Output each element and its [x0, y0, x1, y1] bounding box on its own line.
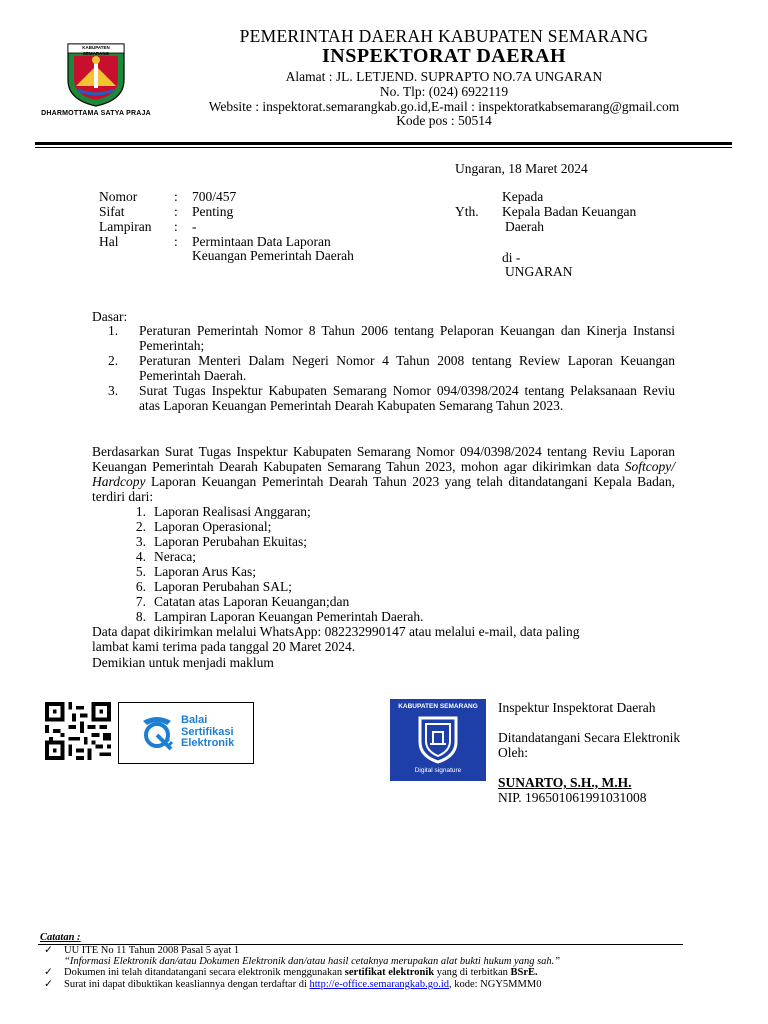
checkmark-icon: ✓: [44, 945, 53, 956]
list-number: 5.: [135, 564, 146, 579]
signer-title: Inspektur Inspektorat Daerah: [498, 700, 656, 715]
footer-catatan: Catatan :: [40, 932, 81, 943]
list-item: [128, 594, 424, 609]
footer-verify-code: , kode: NGY5MMM0: [448, 979, 542, 990]
government-name: PEMERINTAH DAERAH KABUPATEN SEMARANG: [239, 26, 649, 46]
list-number: 2.: [135, 519, 146, 534]
meta-label-nomor: Nomor: [99, 189, 138, 204]
list-item: [128, 519, 424, 534]
place-date: Ungaran, 18 Maret 2024: [455, 161, 588, 176]
meta-value-lampiran: -: [192, 219, 197, 234]
bsre-line1: Balai: [181, 714, 208, 726]
list-number: 6.: [135, 579, 146, 594]
checkmark-icon: ✓: [44, 979, 53, 990]
bsre-logo: [118, 702, 254, 764]
regency-logo: [40, 40, 152, 124]
list-item: [128, 564, 424, 579]
recipient-di: di -: [502, 250, 521, 265]
logo-motto: DHARMOTTAMA SATYA PRAJA: [41, 110, 151, 117]
meta-value-hal: Permintaan Data Laporan: [192, 234, 331, 249]
footer-law-text: UU ITE No 11 Tahun 2008 Pasal 5 ayat 1: [64, 945, 240, 956]
list-item-text: Catatan atas Laporan Keuangan;dan: [154, 594, 350, 609]
body-paragraph: [92, 444, 675, 504]
phone: No. Tlp: (024) 6922119: [379, 84, 509, 99]
recipient-name-line2: Daerah: [505, 219, 544, 234]
postcode: Kode pos : 50514: [396, 113, 492, 128]
list-item-text: Lampiran Laporan Keuangan Pemerintah Daerah.: [154, 609, 424, 624]
list-item-text: Laporan Operasional;: [154, 519, 272, 534]
meta-label-lampiran: Lampiran: [99, 219, 152, 234]
website-email: Website : inspektorat.semarangkab.go.id,E-mail : inspektoratkabsemarang@gmail.com: [208, 99, 680, 114]
list-item-text: Neraca;: [154, 549, 196, 564]
address: Alamat : JL. LETJEND. SUPRAPTO NO.7A UNGARAN: [285, 69, 603, 84]
dasar-label: Dasar:: [92, 309, 128, 324]
bsre-line3: Elektronik: [181, 737, 235, 749]
meta-sep: :: [174, 234, 178, 249]
recipient-kepada: Kepada: [502, 189, 544, 204]
dasar-item: Peraturan Pemerintah Nomor 8 Tahun 2006 tentang Pelaporan Keuangan dan Kinerja Instansi Pemerintah;: [139, 323, 675, 353]
body-text: Berdasarkan Surat Tugas Inspektur Kabupaten Semarang Nomor 094/0398/2024 tentang Reviu Laporan Keuangan Pemerintah Dearah Kabupaten Semarang Tahun 2023, mohon agar dikirimkan data: [92, 444, 675, 474]
letterhead-rule-thin: [35, 147, 732, 148]
list-item: [128, 549, 424, 564]
meta-value-hal-line2: Keuangan Pemerintah Daerah: [192, 248, 354, 263]
list-number: 3.: [135, 534, 146, 549]
list-number: 4.: [135, 549, 146, 564]
bsre-line2: Sertifikasi: [181, 725, 234, 738]
digital-signature-seal: [390, 699, 486, 781]
seal-bottom-text: Digital signature: [414, 767, 462, 774]
list-number: 1.: [135, 504, 146, 519]
footer-cert-text: yang di terbitkan: [434, 967, 511, 978]
signed-by: Oleh:: [498, 745, 528, 760]
footer-verify: [44, 979, 541, 991]
list-number: 3.: [108, 383, 119, 398]
list-number: 7.: [135, 594, 146, 609]
closing: Demikian untuk menjadi maklum: [92, 655, 274, 670]
meta-label-sifat: Sifat: [99, 204, 125, 219]
meta-value-nomor: 700/457: [192, 189, 237, 204]
signer-name: SUNARTO, S.H., M.H.: [498, 775, 632, 790]
footer-verify-text: Surat ini dapat dibuktikan keasliannya dengan terdaftar di: [64, 979, 310, 990]
meta-value-sifat: Penting: [192, 204, 234, 219]
eoffice-link[interactable]: http://e-office.semarangkab.go.id: [309, 979, 449, 990]
list-number: 8.: [135, 609, 146, 624]
signed-electronically: Ditandatangani Secara Elektronik: [498, 730, 681, 745]
report-list: [128, 504, 424, 624]
meta-sep: :: [174, 189, 178, 204]
body-text: Laporan Keuangan Pemerintah Dearah Tahun 2023 yang telah ditandatangani Kepala Badan, terdiri dari:: [92, 474, 675, 504]
list-item: [128, 534, 424, 549]
delivery-info: Data dapat dikirimkan melalui WhatsApp: 082232990147 atau melalui e-mail, data paling: [92, 624, 580, 639]
dasar-item: Surat Tugas Inspektur Kabupaten Semarang Nomor 094/0398/2024 tentang Pelaksanaan Reviu atas Laporan Keuangan Pemerintah Dearah Kabupaten Semarang Tahun 2023.: [139, 383, 675, 413]
footer-cert-bsre: BSrE.: [510, 967, 538, 978]
seal-top-text: KABUPATEN SEMARANG: [398, 703, 478, 710]
meta-sep: :: [174, 204, 178, 219]
recipient-name: Kepala Badan Keuangan: [502, 204, 637, 219]
list-item: [128, 579, 424, 594]
signer-nip: NIP. 196501061991031008: [498, 790, 647, 805]
logo-top-text: KABUPATEN SEMARANG: [82, 45, 110, 56]
meta-label-hal: Hal: [99, 234, 119, 249]
agency-name: INSPEKTORAT DAERAH: [321, 45, 567, 67]
recipient-city: UNGARAN: [505, 264, 573, 279]
list-item: [128, 504, 424, 519]
list-number: 2.: [108, 353, 119, 368]
list-item-text: Laporan Arus Kas;: [154, 564, 256, 579]
dasar-item: Peraturan Menteri Dalam Negeri Nomor 4 Tahun 2008 tentang Review Laporan Keuangan Pemerintah Daerah.: [139, 353, 675, 383]
list-item: [128, 609, 424, 624]
list-item-text: Laporan Perubahan SAL;: [154, 579, 292, 594]
footer-cert-bold: sertifikat elektronik: [344, 967, 435, 978]
delivery-deadline: lambat kami terima pada tanggal 20 Maret 2024.: [92, 639, 356, 654]
bsre-key-icon: [137, 715, 177, 751]
recipient-yth: Yth.: [455, 204, 479, 219]
checkmark-icon: ✓: [44, 967, 53, 978]
shield-icon: [416, 714, 460, 764]
list-item-text: Laporan Perubahan Ekuitas;: [154, 534, 307, 549]
footer-cert-text: Dokumen ini telah ditandatangani secara elektronik menggunakan: [64, 967, 345, 978]
qr-code-icon[interactable]: [44, 702, 112, 760]
list-item-text: Laporan Realisasi Anggaran;: [154, 504, 311, 519]
body-italic-text: Softcopy/ Hardcopy: [92, 459, 675, 489]
letterhead-rule: [35, 142, 732, 145]
meta-sep: :: [174, 219, 178, 234]
list-number: 1.: [108, 323, 119, 338]
footer-quote: “Informasi Elektronik dan/atau Dokumen Elektronik dan/atau hasil cetaknya merupakan alat bukti hukum yang sah.”: [64, 956, 561, 967]
footer-cert: [44, 967, 538, 979]
